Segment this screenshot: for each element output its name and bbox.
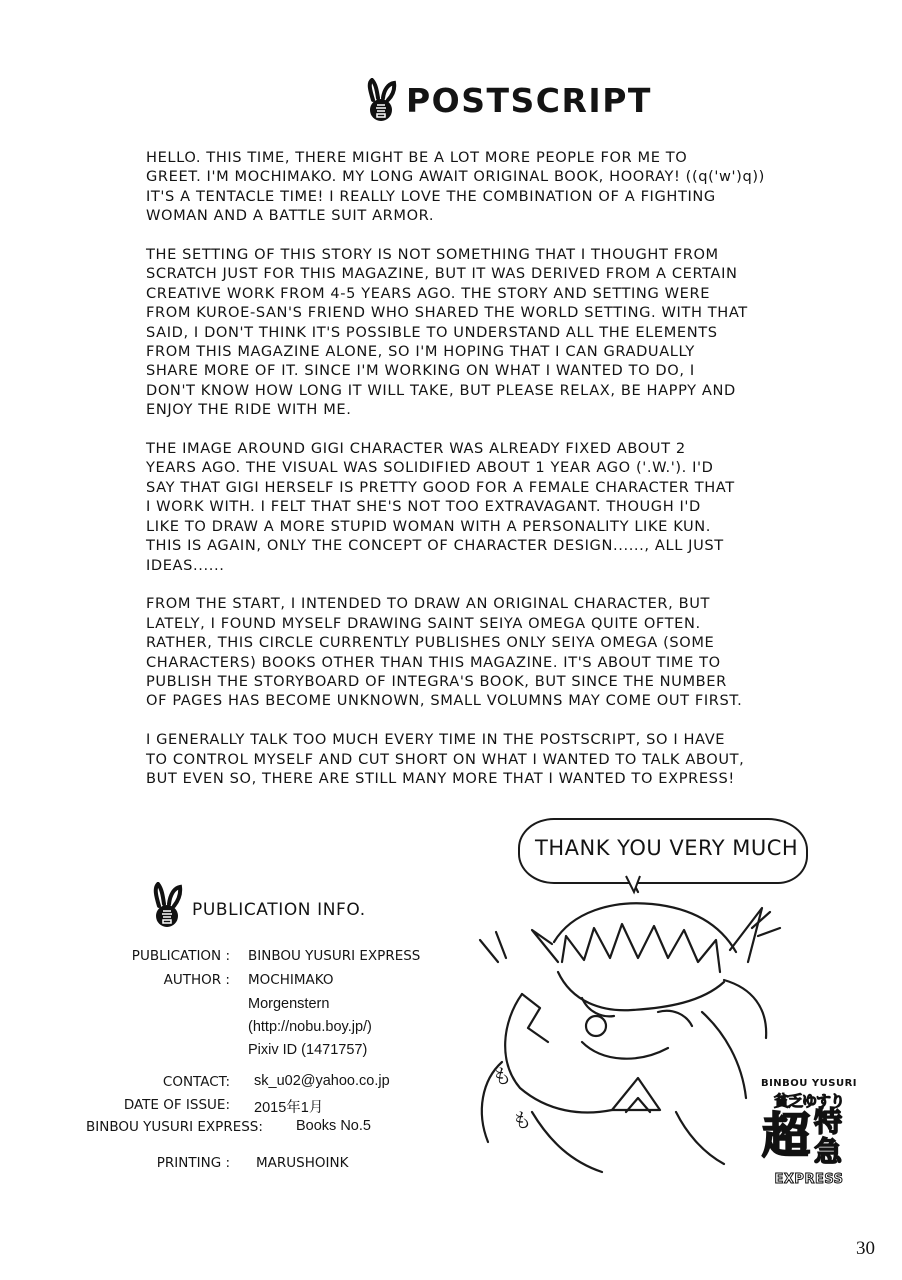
speech-tail-icon bbox=[624, 874, 646, 896]
date-value: 2015年1月 bbox=[254, 1100, 324, 1116]
text-line: CHARACTERS) BOOKS OTHER THAN THIS MAGAZINE. IT'S ABOUT TIME TO bbox=[146, 653, 721, 671]
text-line: TO CONTROL MYSELF AND CUT SHORT ON WHAT I WANTED TO TALK ABOUT, bbox=[146, 750, 745, 768]
contact-value: sk_u02@yahoo.co.jp bbox=[254, 1073, 390, 1089]
text-line: ENJOY THE RIDE WITH ME. bbox=[146, 401, 352, 419]
text-line: SCRATCH JUST FOR THIS MAGAZINE, BUT IT WAS DERIVED FROM A CERTAIN bbox=[146, 265, 738, 283]
series-label: BINBOU YUSURI EXPRESS: bbox=[86, 1119, 263, 1135]
text-line: IT'S A TENTACLE TIME! I REALLY LOVE THE COMBINATION OF A FIGHTING bbox=[146, 187, 716, 205]
contact-label: CONTACT: bbox=[162, 1074, 230, 1090]
text-line: FROM THE START, I INTENDED TO DRAW AN ORIGINAL CHARACTER, BUT bbox=[146, 595, 711, 613]
text-line: IDEAS...... bbox=[146, 556, 225, 574]
circle-brand-logo bbox=[760, 1078, 858, 1190]
page-number: 30 bbox=[856, 1238, 875, 1259]
author-detail-line: Morgenstern bbox=[248, 996, 330, 1012]
text-line: I GENERALLY TALK TOO MUCH EVERY TIME IN THE POSTSCRIPT, SO I HAVE bbox=[146, 731, 726, 749]
brand-kana-text: 貧乏ゆすり bbox=[773, 1092, 844, 1110]
speech-text: THANK YOU VERY MUCH bbox=[535, 836, 799, 860]
publication-label: PUBLICATION : bbox=[131, 948, 230, 964]
publication-value: BINBOU YUSURI EXPRESS bbox=[248, 948, 421, 964]
printing-value: MARUSHOINK bbox=[256, 1155, 349, 1171]
text-line: THE IMAGE AROUND GIGI CHARACTER WAS ALREADY FIXED ABOUT 2 bbox=[146, 440, 686, 458]
text-line: WOMAN AND A BATTLE SUIT ARMOR. bbox=[146, 207, 435, 225]
text-line: SAID, I DON'T THINK IT'S POSSIBLE TO UNDERSTAND ALL THE ELEMENTS bbox=[146, 323, 718, 341]
text-line: THE SETTING OF THIS STORY IS NOT SOMETHING THAT I THOUGHT FROM bbox=[146, 246, 719, 264]
sound-effect: も bbox=[492, 1064, 512, 1088]
paragraph-4 bbox=[146, 594, 806, 710]
paragraph-3 bbox=[146, 439, 806, 575]
page-title-row bbox=[364, 78, 652, 122]
sound-effect: も bbox=[512, 1108, 532, 1132]
paragraph-5 bbox=[146, 730, 806, 788]
postscript-body bbox=[146, 148, 806, 808]
series-value: Books No.5 bbox=[296, 1118, 371, 1134]
page-title: POSTSCRIPT bbox=[406, 80, 652, 120]
printing-label: PRINTING : bbox=[156, 1155, 230, 1171]
brand-top-text: BINBOU YUSURI bbox=[760, 1078, 858, 1089]
text-line: RATHER, THIS CIRCLE CURRENTLY PUBLISHES ONLY SEIYA OMEGA (SOME bbox=[146, 634, 715, 652]
brand-char: 急 bbox=[814, 1135, 843, 1168]
text-line: DON'T KNOW HOW LONG IT WILL TAKE, BUT PLEASE RELAX, BE HAPPY AND bbox=[146, 381, 736, 399]
text-line: BUT EVEN SO, THERE ARE STILL MANY MORE THAT I WANTED TO EXPRESS! bbox=[146, 769, 735, 787]
text-line: CREATIVE WORK FROM 4-5 YEARS AGO. THE STORY AND SETTING WERE bbox=[146, 284, 711, 302]
text-line: FROM THIS MAGAZINE ALONE, SO I'M HOPING THAT I CAN GRADUALLY bbox=[146, 343, 695, 361]
publication-info-heading bbox=[150, 880, 366, 930]
text-line: YEARS AGO. THE VISUAL WAS SOLIDIFIED ABOUT 1 YEAR AGO ('.W.'). I'D bbox=[146, 459, 714, 477]
brand-big-char: 超 bbox=[762, 1108, 811, 1164]
text-line: OF PAGES HAS BECOME UNKNOWN, SMALL VOLUMNS MAY COME OUT FIRST. bbox=[146, 692, 743, 710]
paragraph-1 bbox=[146, 148, 806, 226]
rabbit-shin-logo-icon bbox=[150, 882, 186, 928]
author-value: MOCHIMAKO bbox=[248, 972, 334, 988]
author-detail-line: (http://nobu.boy.jp/) bbox=[248, 1019, 372, 1035]
text-line: THIS IS AGAIN, ONLY THE CONCEPT OF CHARACTER DESIGN......, ALL JUST bbox=[146, 537, 724, 555]
text-line: PUBLISH THE STORYBOARD OF INTEGRA'S BOOK, BUT SINCE THE NUMBER bbox=[146, 672, 727, 690]
author-detail-line: Pixiv ID (1471757) bbox=[248, 1042, 368, 1058]
text-line: HELLO. THIS TIME, THERE MIGHT BE A LOT MORE PEOPLE FOR ME TO bbox=[146, 149, 688, 166]
text-line: SAY THAT GIGI HERSELF IS PRETTY GOOD FOR A FEMALE CHARACTER THAT bbox=[146, 478, 735, 496]
brand-char: 特 bbox=[814, 1105, 843, 1138]
paragraph-2 bbox=[146, 245, 806, 420]
text-line: SHARE MORE OF IT. SINCE I'M WORKING ON WHAT I WANTED TO DO, I bbox=[146, 362, 695, 380]
author-label: AUTHOR : bbox=[163, 972, 230, 988]
text-line: LATELY, I FOUND MYSELF DRAWING SAINT SEIYA OMEGA QUITE OFTEN. bbox=[146, 614, 701, 632]
publication-info-title: PUBLICATION INFO. bbox=[192, 900, 366, 920]
date-label: DATE OF ISSUE: bbox=[123, 1097, 230, 1113]
text-line: I WORK WITH. I FELT THAT SHE'S NOT TOO EXTRAVAGANT. THOUGH I'D bbox=[146, 498, 701, 516]
rabbit-shin-logo-icon bbox=[364, 78, 400, 122]
text-line: FROM KUROE-SAN'S FRIEND WHO SHARED THE WORLD SETTING. WITH THAT bbox=[146, 304, 748, 322]
text-line: GREET. I'M MOCHIMAKO. MY LONG AWAIT ORIGINAL BOOK, HOORAY! ((q('w')q)) bbox=[146, 168, 765, 186]
text-line: LIKE TO DRAW A MORE STUPID WOMAN WITH A PERSONALITY LIKE KUN. bbox=[146, 517, 712, 535]
brand-bottom-text: EXPRESS bbox=[774, 1172, 844, 1187]
